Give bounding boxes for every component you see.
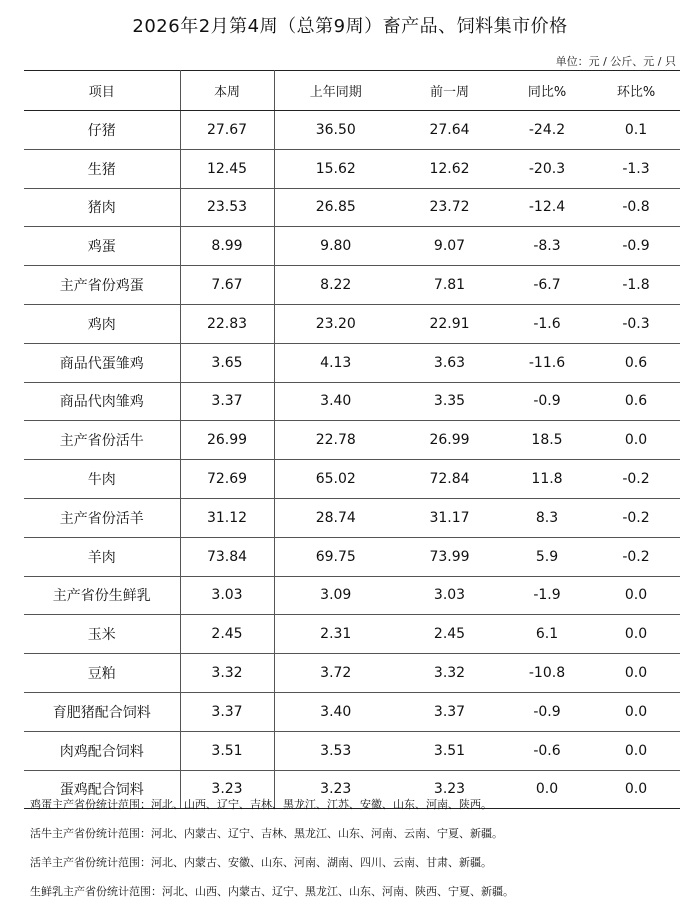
- cell-this-week: 12.45: [180, 149, 274, 188]
- cell-prev-week: 22.91: [397, 304, 502, 343]
- table-row: [24, 692, 680, 731]
- cell-item: 肉鸡配合饲料: [24, 731, 180, 770]
- cell-last-year: 15.62: [274, 149, 397, 188]
- cell-wow: 0.0: [592, 576, 680, 615]
- cell-yoy: -20.3: [502, 149, 592, 188]
- table-row: [24, 654, 680, 693]
- table-row: [24, 266, 680, 305]
- cell-yoy: -10.8: [502, 654, 592, 693]
- header-item: 项目: [24, 71, 180, 111]
- cell-this-week: 23.53: [180, 188, 274, 227]
- cell-item: 鸡蛋: [24, 227, 180, 266]
- cell-yoy: -12.4: [502, 188, 592, 227]
- cell-this-week: 2.45: [180, 615, 274, 654]
- cell-wow: -1.3: [592, 149, 680, 188]
- cell-prev-week: 31.17: [397, 498, 502, 537]
- cell-yoy: -6.7: [502, 266, 592, 305]
- cell-this-week: 22.83: [180, 304, 274, 343]
- cell-this-week: 3.23: [180, 770, 274, 809]
- cell-last-year: 28.74: [274, 498, 397, 537]
- cell-this-week: 27.67: [180, 111, 274, 150]
- cell-this-week: 7.67: [180, 266, 274, 305]
- cell-item: 主产省份生鲜乳: [24, 576, 180, 615]
- cell-yoy: 8.3: [502, 498, 592, 537]
- cell-wow: 0.6: [592, 343, 680, 382]
- cell-yoy: 6.1: [502, 615, 592, 654]
- table-row: [24, 731, 680, 770]
- cell-this-week: 8.99: [180, 227, 274, 266]
- cell-yoy: -0.9: [502, 692, 592, 731]
- header-prev-week: 前一周: [397, 71, 502, 111]
- table-row: [24, 498, 680, 537]
- cell-yoy: 5.9: [502, 537, 592, 576]
- footnote-sheep: 活羊主产省份统计范围：河北、内蒙古、安徽、山东、河南、湖南、四川、云南、甘肃、新疆。: [30, 856, 492, 869]
- cell-wow: 0.0: [592, 731, 680, 770]
- cell-wow: -0.2: [592, 537, 680, 576]
- cell-wow: -1.8: [592, 266, 680, 305]
- cell-yoy: 0.0: [502, 770, 592, 809]
- cell-this-week: 72.69: [180, 460, 274, 499]
- header-this-week: 本周: [180, 71, 274, 111]
- header-wow: 环比%: [592, 71, 680, 111]
- cell-prev-week: 27.64: [397, 111, 502, 150]
- cell-prev-week: 26.99: [397, 421, 502, 460]
- cell-yoy: 18.5: [502, 421, 592, 460]
- cell-item: 生猪: [24, 149, 180, 188]
- table-row: [24, 343, 680, 382]
- table-row: [24, 188, 680, 227]
- cell-wow: -0.8: [592, 188, 680, 227]
- cell-last-year: 3.23: [274, 770, 397, 809]
- cell-last-year: 8.22: [274, 266, 397, 305]
- cell-prev-week: 9.07: [397, 227, 502, 266]
- cell-yoy: -0.6: [502, 731, 592, 770]
- header-last-year: 上年同期: [274, 71, 397, 111]
- cell-yoy: -24.2: [502, 111, 592, 150]
- cell-last-year: 3.40: [274, 382, 397, 421]
- price-table: [24, 70, 680, 809]
- cell-last-year: 3.40: [274, 692, 397, 731]
- cell-this-week: 26.99: [180, 421, 274, 460]
- table-row: [24, 304, 680, 343]
- table-body: [24, 111, 680, 809]
- cell-last-year: 4.13: [274, 343, 397, 382]
- cell-last-year: 23.20: [274, 304, 397, 343]
- table-row: [24, 460, 680, 499]
- cell-yoy: -1.9: [502, 576, 592, 615]
- cell-item: 羊肉: [24, 537, 180, 576]
- table-row: [24, 615, 680, 654]
- cell-prev-week: 3.63: [397, 343, 502, 382]
- cell-prev-week: 2.45: [397, 615, 502, 654]
- cell-wow: -0.3: [592, 304, 680, 343]
- cell-prev-week: 73.99: [397, 537, 502, 576]
- table-row: [24, 382, 680, 421]
- cell-item: 商品代蛋雏鸡: [24, 343, 180, 382]
- cell-item: 蛋鸡配合饲料: [24, 770, 180, 809]
- cell-wow: -0.2: [592, 498, 680, 537]
- cell-this-week: 3.51: [180, 731, 274, 770]
- cell-wow: 0.0: [592, 692, 680, 731]
- cell-prev-week: 3.03: [397, 576, 502, 615]
- cell-prev-week: 3.35: [397, 382, 502, 421]
- cell-wow: -0.2: [592, 460, 680, 499]
- cell-this-week: 31.12: [180, 498, 274, 537]
- footnotes: [30, 795, 680, 911]
- cell-wow: 0.0: [592, 421, 680, 460]
- cell-last-year: 26.85: [274, 188, 397, 227]
- table-row: [24, 421, 680, 460]
- table-header-row: [24, 71, 680, 111]
- cell-item: 主产省份活牛: [24, 421, 180, 460]
- cell-yoy: -11.6: [502, 343, 592, 382]
- cell-last-year: 3.53: [274, 731, 397, 770]
- cell-this-week: 3.32: [180, 654, 274, 693]
- footnote-milk: 生鲜乳主产省份统计范围：河北、山西、内蒙古、辽宁、黑龙江、山东、河南、陕西、宁夏、新疆。: [30, 885, 514, 898]
- table-row: [24, 111, 680, 150]
- cell-last-year: 3.09: [274, 576, 397, 615]
- cell-item: 商品代肉雏鸡: [24, 382, 180, 421]
- cell-prev-week: 3.23: [397, 770, 502, 809]
- cell-item: 豆粕: [24, 654, 180, 693]
- cell-last-year: 22.78: [274, 421, 397, 460]
- table-row: [24, 149, 680, 188]
- cell-item: 猪肉: [24, 188, 180, 227]
- cell-last-year: 36.50: [274, 111, 397, 150]
- footnote-cattle: 活牛主产省份统计范围：河北、内蒙古、辽宁、吉林、黑龙江、山东、河南、云南、宁夏、新疆。: [30, 827, 503, 840]
- footnote-egg: 鸡蛋主产省份统计范围：河北、山西、辽宁、吉林、黑龙江、江苏、安徽、山东、河南、陕西。: [30, 798, 492, 811]
- cell-prev-week: 3.37: [397, 692, 502, 731]
- cell-item: 主产省份活羊: [24, 498, 180, 537]
- cell-item: 仔猪: [24, 111, 180, 150]
- cell-prev-week: 72.84: [397, 460, 502, 499]
- cell-last-year: 65.02: [274, 460, 397, 499]
- cell-wow: 0.0: [592, 654, 680, 693]
- cell-item: 牛肉: [24, 460, 180, 499]
- table-row: [24, 227, 680, 266]
- cell-this-week: 3.65: [180, 343, 274, 382]
- table-row: [24, 537, 680, 576]
- cell-item: 鸡肉: [24, 304, 180, 343]
- cell-wow: 0.1: [592, 111, 680, 150]
- cell-last-year: 2.31: [274, 615, 397, 654]
- cell-wow: 0.0: [592, 615, 680, 654]
- cell-yoy: -8.3: [502, 227, 592, 266]
- header-yoy: 同比%: [502, 71, 592, 111]
- table-row: [24, 576, 680, 615]
- cell-last-year: 9.80: [274, 227, 397, 266]
- cell-last-year: 3.72: [274, 654, 397, 693]
- cell-wow: 0.6: [592, 382, 680, 421]
- unit-label: 单位：元 / 公斤、元 / 只: [555, 55, 676, 68]
- cell-prev-week: 23.72: [397, 188, 502, 227]
- cell-wow: 0.0: [592, 770, 680, 809]
- cell-this-week: 3.37: [180, 692, 274, 731]
- page-title: 2026年2月第4周（总第9周）畜产品、饲料集市价格: [132, 16, 568, 37]
- cell-this-week: 3.03: [180, 576, 274, 615]
- cell-item: 玉米: [24, 615, 180, 654]
- cell-prev-week: 12.62: [397, 149, 502, 188]
- cell-item: 育肥猪配合饲料: [24, 692, 180, 731]
- cell-yoy: -0.9: [502, 382, 592, 421]
- cell-this-week: 73.84: [180, 537, 274, 576]
- cell-this-week: 3.37: [180, 382, 274, 421]
- cell-last-year: 69.75: [274, 537, 397, 576]
- cell-prev-week: 7.81: [397, 266, 502, 305]
- cell-wow: -0.9: [592, 227, 680, 266]
- cell-item: 主产省份鸡蛋: [24, 266, 180, 305]
- cell-prev-week: 3.32: [397, 654, 502, 693]
- cell-yoy: -1.6: [502, 304, 592, 343]
- cell-prev-week: 3.51: [397, 731, 502, 770]
- cell-yoy: 11.8: [502, 460, 592, 499]
